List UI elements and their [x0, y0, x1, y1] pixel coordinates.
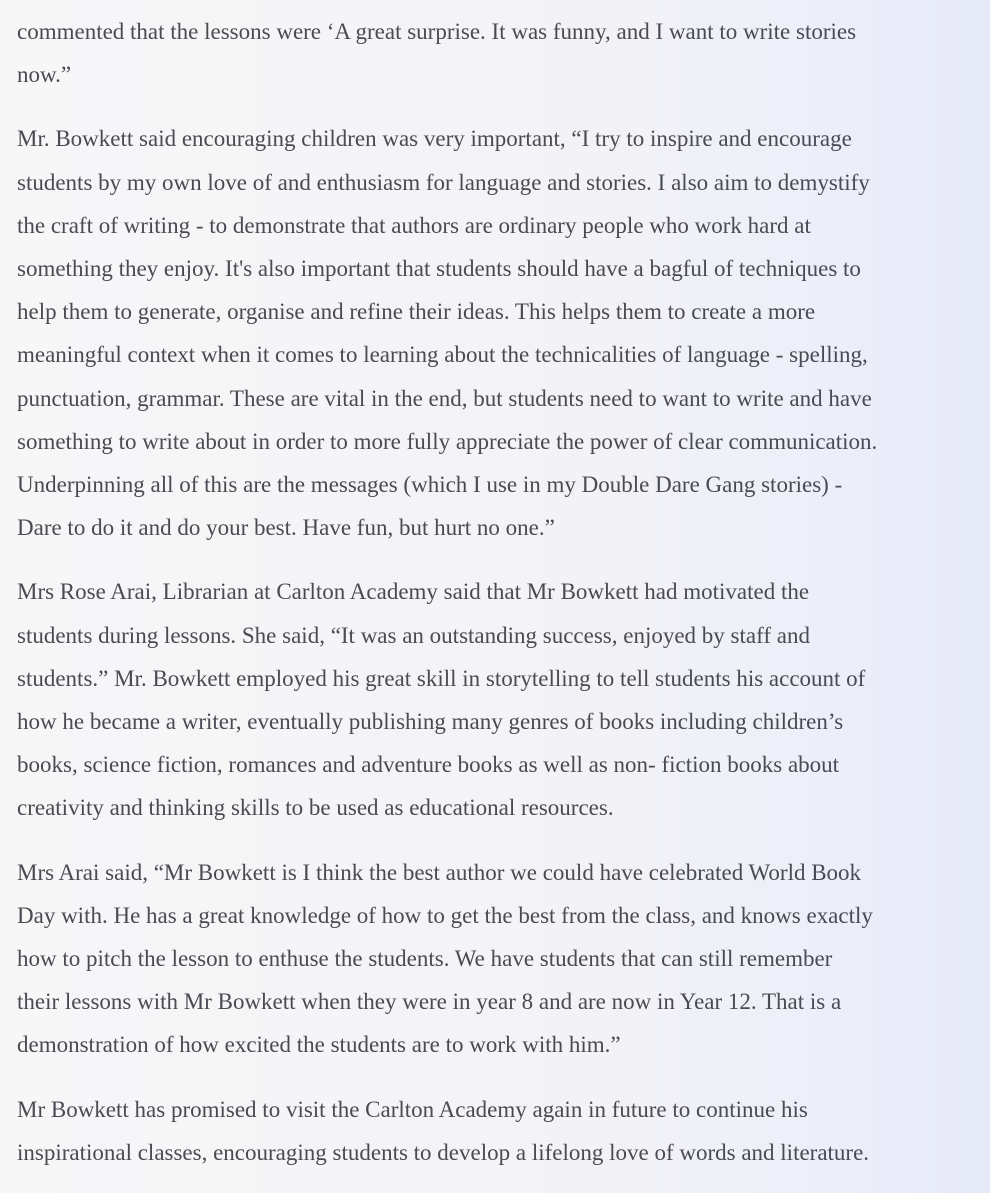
text-line: meaningful context when it comes to learning about the technicalities of language - spelling,	[17, 342, 868, 368]
text-line: students.” Mr. Bowkett employed his great skill in storytelling to tell students his account of	[17, 665, 866, 691]
text-line: Underpinning all of this are the messages (which I use in my Double Dare Gang stories) -	[17, 472, 843, 498]
paragraph-4	[17, 851, 990, 1067]
text-line: how he became a writer, eventually publishing many genres of books including children’s	[17, 709, 844, 735]
text-line: now.”	[17, 62, 72, 88]
text-line: books, science fiction, romances and adventure books as well as non- fiction books about	[17, 752, 840, 778]
text-line: Mrs Arai said, “Mr Bowkett is I think the best author we could have celebrated World Book	[17, 859, 862, 885]
text-line: students during lessons. She said, “It was an outstanding success, enjoyed by staff and	[17, 622, 810, 648]
text-line: something to write about in order to more fully appreciate the power of clear communication.	[17, 428, 878, 454]
text-line: Dare to do it and do your best. Have fun, but hurt no one.”	[17, 515, 555, 541]
text-line: Mr Bowkett has promised to visit the Carlton Academy again in future to continue his	[17, 1096, 808, 1122]
text-line: Mr. Bowkett said encouraging children was very important, “I try to inspire and encourage	[17, 126, 852, 152]
text-line: help them to generate, organise and refine their ideas. This helps them to create a more	[17, 299, 816, 325]
text-line: the craft of writing - to demonstrate that authors are ordinary people who work hard at	[17, 212, 811, 238]
text-line: commented that the lessons were ‘A great surprise. It was funny, and I want to write stories	[17, 19, 857, 44]
text-line: Day with. He has a great knowledge of how to get the best from the class, and knows exactly	[17, 902, 873, 928]
text-line: demonstration of how excited the students are to work with him.”	[17, 1032, 621, 1058]
text-line: Mrs Rose Arai, Librarian at Carlton Academy said that Mr Bowkett had motivated the	[17, 579, 810, 605]
paragraph-1	[17, 10, 990, 96]
paragraph-5	[17, 1088, 990, 1174]
text-line: something they enjoy. It's also important that students should have a bagful of techniques to	[17, 256, 861, 282]
text-line: their lessons with Mr Bowkett when they were in year 8 and are now in Year 12. That is a	[17, 989, 842, 1015]
text-line: how to pitch the lesson to enthuse the students. We have students that can still remember	[17, 946, 833, 972]
text-line: inspirational classes, encouraging students to develop a lifelong love of words and literature.	[17, 1139, 870, 1165]
paragraph-3	[17, 570, 990, 829]
text-line: creativity and thinking skills to be used as educational resources.	[17, 795, 614, 821]
text-line: students by my own love of and enthusiasm for language and stories. I also aim to demystify	[17, 169, 870, 195]
paragraph-2	[17, 117, 990, 549]
article-body	[17, 10, 990, 1174]
text-line: punctuation, grammar. These are vital in the end, but students need to want to write and have	[17, 385, 872, 411]
